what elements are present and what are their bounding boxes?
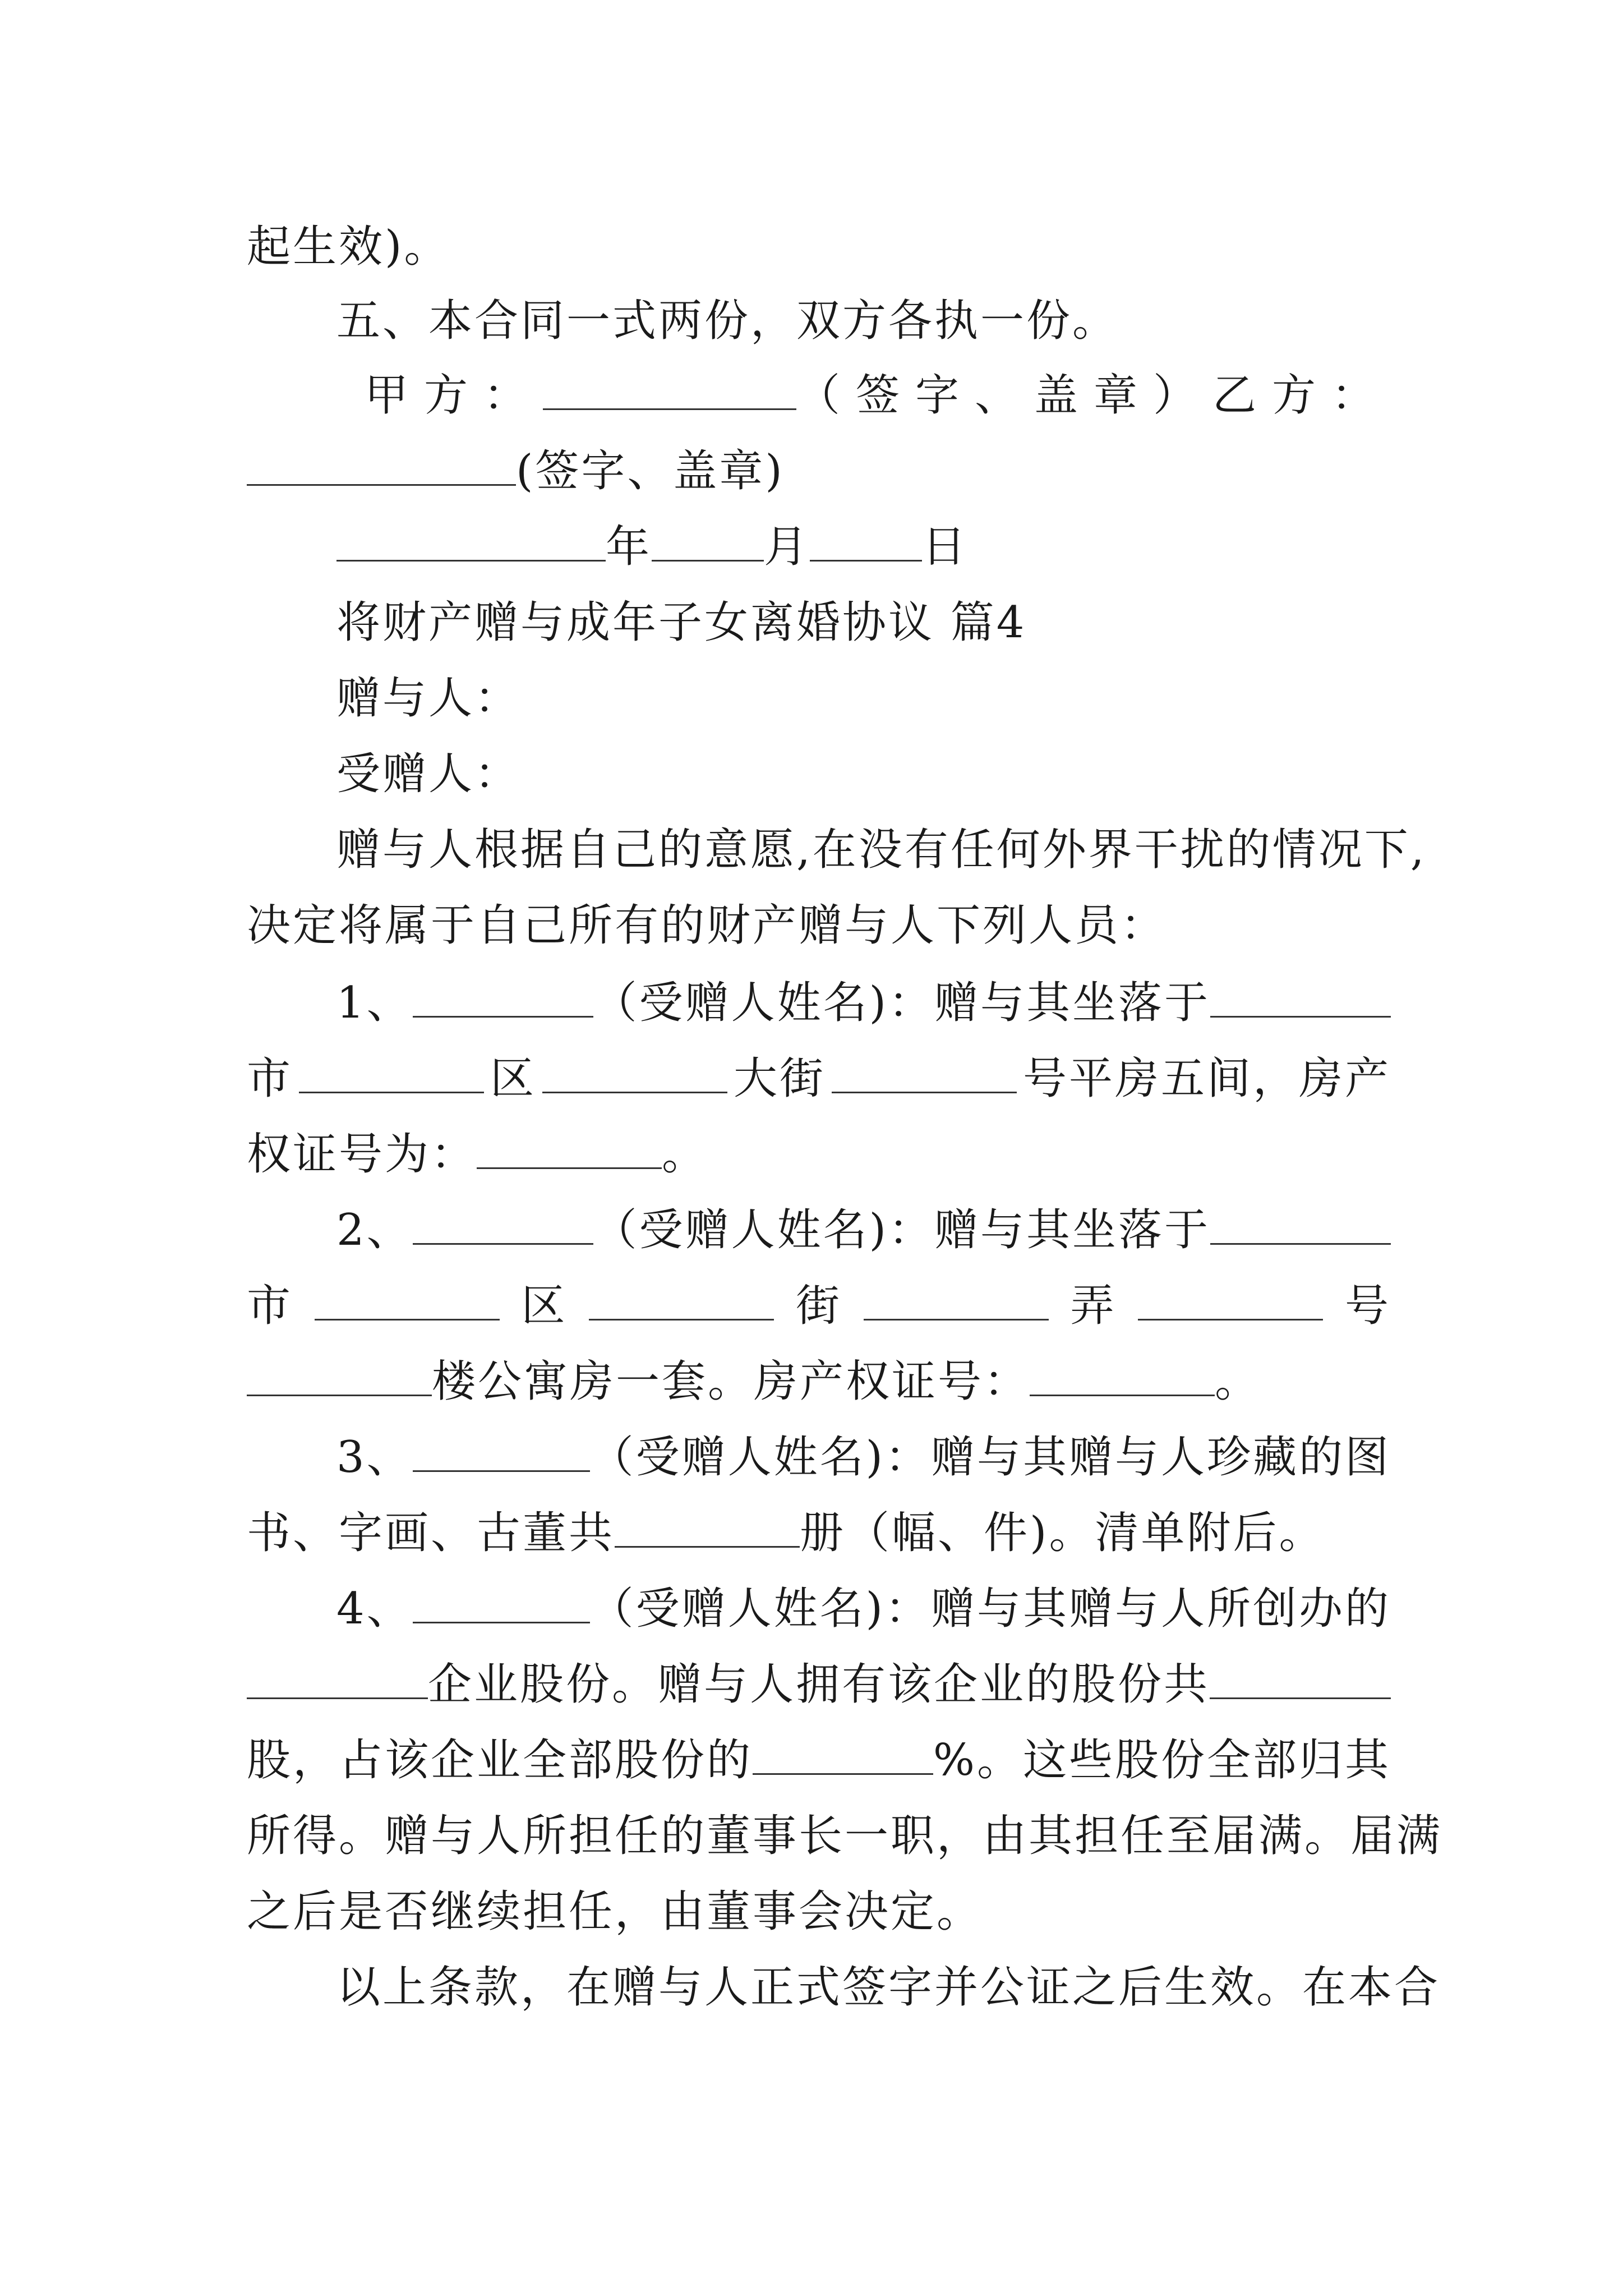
party-b-label: 乙方： bbox=[1212, 370, 1391, 421]
text-segment: 以上条款，在赠与人正式签字并公证之后生效。在本合 bbox=[336, 1962, 1441, 2013]
text-segment: 股，占该企业全部股份的 bbox=[247, 1735, 753, 1786]
item-4-line bbox=[336, 1581, 1391, 1637]
item-number: 3、 bbox=[336, 1432, 413, 1483]
text-segment: %。这些股份全部归其 bbox=[933, 1735, 1391, 1786]
text-segment: 弄 bbox=[1070, 1281, 1117, 1331]
quantity-blank bbox=[615, 1540, 800, 1548]
blank bbox=[315, 1313, 500, 1320]
item-4-line bbox=[247, 1808, 1443, 1864]
text-segment: 所得。赠与人所担任的董事长一职，由其担任至届满。届满 bbox=[247, 1811, 1443, 1861]
party-a-signature-blank bbox=[543, 403, 796, 410]
blank bbox=[864, 1313, 1049, 1320]
text-segment: （受赠人姓名)：赠与其坐落于 bbox=[593, 1205, 1211, 1255]
signature-line bbox=[365, 367, 1391, 424]
blank bbox=[832, 1086, 1017, 1093]
item-4-line bbox=[247, 1884, 1391, 1940]
shares-blank bbox=[1210, 1692, 1391, 1699]
text-line bbox=[336, 670, 1391, 726]
text-segment: （受赠人姓名)：赠与其赠与人珍藏的图 bbox=[589, 1432, 1391, 1483]
text-segment: 市 bbox=[247, 1053, 293, 1104]
item-number: 1、 bbox=[336, 978, 413, 1028]
certificate-blank bbox=[1030, 1389, 1215, 1396]
text-segment: 。 bbox=[662, 1129, 708, 1180]
donor-label: 赠与人： bbox=[336, 673, 521, 724]
text-segment: 之后是否继续担任，由董事会决定。 bbox=[247, 1887, 983, 1937]
text-segment: 册（幅、件)。清单附后。 bbox=[800, 1508, 1325, 1558]
closing-line bbox=[336, 1959, 1441, 2016]
text-segment: 市 bbox=[247, 1281, 293, 1331]
text-segment: 起生效)。 bbox=[247, 222, 450, 272]
month-blank bbox=[652, 554, 764, 562]
item-1-line bbox=[247, 1051, 1391, 1107]
section-title-text: 将财产赠与成年子女离婚协议 篇4 bbox=[336, 597, 1027, 648]
text-segment: （受赠人姓名)：赠与其赠与人所创办的 bbox=[589, 1584, 1391, 1634]
year-blank bbox=[336, 554, 606, 562]
item-number: 4、 bbox=[336, 1584, 413, 1634]
text-segment: 书、字画、古董共 bbox=[247, 1508, 615, 1558]
text-segment: 街 bbox=[795, 1281, 842, 1331]
text-segment: 赠与人根据自己的意愿,在没有任何外界干扰的情况下, bbox=[336, 825, 1427, 875]
text-line bbox=[336, 822, 1427, 878]
item-4-line bbox=[247, 1657, 1391, 1713]
text-segment: 。 bbox=[1215, 1356, 1261, 1407]
donee-name-blank bbox=[413, 1237, 593, 1245]
day-label: 日 bbox=[922, 522, 969, 572]
blank bbox=[589, 1313, 774, 1320]
day-blank bbox=[810, 554, 922, 562]
party-a-sign-note: （签字、盖章） bbox=[796, 370, 1212, 421]
text-segment: 号平房五间，房产 bbox=[1022, 1053, 1391, 1104]
text-segment: 五、本合同一式两份，双方各执一份。 bbox=[336, 296, 1119, 346]
donee-name-blank bbox=[413, 1465, 590, 1472]
text-segment: 权证号为： bbox=[247, 1129, 477, 1180]
text-line bbox=[247, 219, 1391, 275]
item-number: 2、 bbox=[336, 1205, 413, 1255]
building-blank bbox=[247, 1389, 432, 1396]
blank bbox=[299, 1086, 484, 1093]
signature-line bbox=[247, 443, 1391, 499]
text-segment: （受赠人姓名)：赠与其坐落于 bbox=[593, 978, 1211, 1028]
text-segment: 企业股份。赠与人拥有该企业的股份共 bbox=[427, 1659, 1210, 1710]
section-title bbox=[336, 595, 1391, 651]
text-segment: 大街 bbox=[733, 1053, 826, 1104]
text-segment: 楼公寓房一套。房产权证号： bbox=[432, 1356, 1030, 1407]
item-4-line bbox=[247, 1732, 1391, 1788]
text-line bbox=[247, 898, 1391, 954]
blank bbox=[542, 1086, 727, 1093]
party-b-sign-note: (签字、盖章) bbox=[516, 446, 785, 496]
company-blank bbox=[247, 1692, 428, 1699]
location-blank bbox=[1210, 1010, 1391, 1018]
item-3-line bbox=[247, 1505, 1391, 1561]
year-label: 年 bbox=[606, 522, 652, 572]
donee-label: 受赠人： bbox=[336, 749, 521, 799]
item-1-line bbox=[336, 975, 1391, 1031]
party-b-signature-blank bbox=[247, 478, 516, 486]
item-3-line bbox=[336, 1429, 1391, 1485]
percent-blank bbox=[753, 1768, 933, 1775]
donee-name-blank bbox=[413, 1616, 590, 1623]
certificate-blank bbox=[477, 1162, 662, 1169]
text-segment: 区 bbox=[521, 1281, 568, 1331]
item-2-line bbox=[247, 1354, 1391, 1410]
text-segment: 号 bbox=[1344, 1281, 1391, 1331]
location-blank bbox=[1210, 1237, 1391, 1245]
donee-name-blank bbox=[413, 1010, 593, 1018]
month-label: 月 bbox=[764, 522, 810, 572]
blank bbox=[1138, 1313, 1323, 1320]
item-1-line bbox=[247, 1126, 1391, 1182]
text-segment: 决定将属于自己所有的财产赠与人下列人员： bbox=[247, 900, 1167, 951]
date-line bbox=[336, 519, 1391, 575]
item-2-line bbox=[336, 1202, 1391, 1258]
item-2-line bbox=[247, 1278, 1391, 1334]
text-segment: 区 bbox=[490, 1053, 536, 1104]
party-a-label: 甲方： bbox=[365, 370, 543, 421]
text-line bbox=[336, 746, 1391, 802]
text-line bbox=[336, 293, 1391, 349]
